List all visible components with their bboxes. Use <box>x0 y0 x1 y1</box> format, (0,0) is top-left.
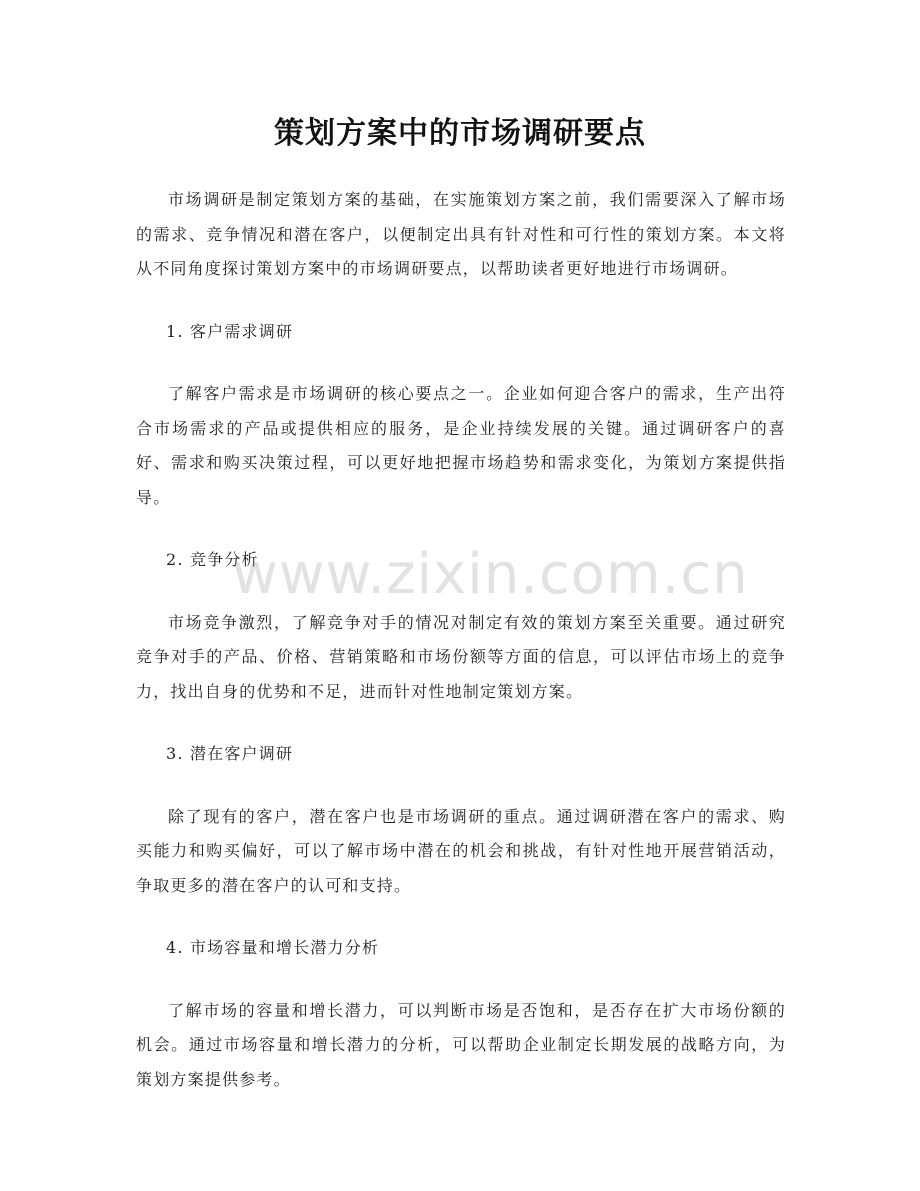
section-heading: 3. 潜在客户调研 <box>166 744 294 763</box>
section-heading: 4. 市场容量和增长潜力分析 <box>166 938 380 957</box>
intro-paragraph: 市场调研是制定策划方案的基础，在实施策划方案之前，我们需要深入了解市场的需求、竞争情况和潜在客户，以便制定出具有针对性和可行性的策划方案。本文将从不同角度探讨策划方案中的市场调研要点，以帮助读者更好地进行市场调研。 <box>136 190 786 278</box>
section-paragraph: 市场竞争激烈，了解竞争对手的情况对制定有效的策划方案至关重要。通过研究竞争对手的产品、价格、营销策略和市场份额等方面的信息，可以评估市场上的竞争力，找出自身的优势和不足，进而针对性地制定策划方案。 <box>136 612 786 701</box>
section-paragraph: 了解市场的容量和增长潜力，可以判断市场是否饱和，是否存在扩大市场份额的机会。通过市场容量和增长潜力的分析，可以帮助企业制定长期发展的战略方向，为策划方案提供参考。 <box>136 1000 786 1089</box>
section-heading: 2. 竞争分析 <box>166 550 259 569</box>
document-title: 策划方案中的市场调研要点 <box>274 116 646 151</box>
section-paragraph: 了解客户需求是市场调研的核心要点之一。企业如何迎合客户的需求，生产出符合市场需求的产品或提供相应的服务，是企业持续发展的关键。通过调研客户的喜好、需求和购买决策过程，可以更好地把握市场趋势和需求变化，为策划方案提供指导。 <box>136 384 786 507</box>
section-paragraph: 除了现有的客户，潜在客户也是市场调研的重点。通过调研潜在客户的需求、购买能力和购买偏好，可以了解市场中潜在的机会和挑战，有针对性地开展营销活动，争取更多的潜在客户的认可和支持。 <box>136 806 786 895</box>
watermark: www.zixin.com.cn <box>232 542 749 607</box>
section-heading: 1. 客户需求调研 <box>166 321 294 341</box>
document-body <box>136 183 786 1125</box>
